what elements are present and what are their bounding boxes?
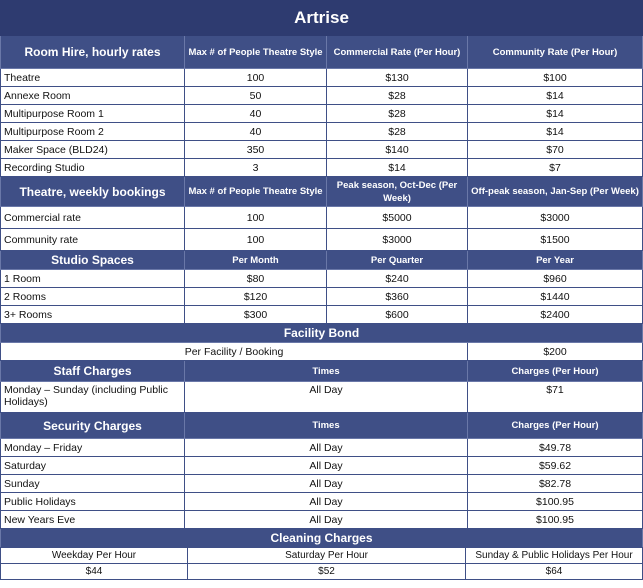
section-header: Theatre, weekly bookings xyxy=(1,177,185,207)
column-header: Per Month xyxy=(185,251,327,270)
row-label: New Years Eve xyxy=(1,511,185,529)
cell: $130 xyxy=(327,69,468,87)
cell: $71 xyxy=(468,382,643,413)
cell: $140 xyxy=(327,141,468,159)
cell: 40 xyxy=(185,123,327,141)
table-row xyxy=(1,229,643,251)
room-hire-header-row xyxy=(1,36,643,69)
row-label: Sunday xyxy=(1,475,185,493)
section-header: Room Hire, hourly rates xyxy=(1,36,185,69)
table-row xyxy=(1,288,643,306)
column-header: Off-peak season, Jan-Sep (Per Week) xyxy=(468,177,643,207)
table-row xyxy=(1,69,643,87)
section-header: Security Charges xyxy=(1,413,185,439)
row-label: Maker Space (BLD24) xyxy=(1,141,185,159)
table-row xyxy=(1,123,643,141)
cell: All Day xyxy=(185,439,468,457)
page-title: Artrise xyxy=(1,1,643,36)
cell: All Day xyxy=(185,457,468,475)
column-header: Max # of People Theatre Style xyxy=(185,36,327,69)
staff-header-row xyxy=(1,361,643,382)
column-header: Commercial Rate (Per Hour) xyxy=(327,36,468,69)
cell: 100 xyxy=(185,69,327,87)
row-label: Multipurpose Room 1 xyxy=(1,105,185,123)
cell: $80 xyxy=(185,270,327,288)
column-header: Times xyxy=(185,413,468,439)
cleaning-header-row xyxy=(1,529,643,548)
cell: $5000 xyxy=(327,207,468,229)
cell: $1500 xyxy=(468,229,643,251)
column-header: Sunday & Public Holidays Per Hour xyxy=(466,548,643,564)
table-row xyxy=(1,207,643,229)
column-header: Weekday Per Hour xyxy=(1,548,188,564)
row-label: Per Facility / Booking xyxy=(1,343,468,361)
column-header: Charges (Per Hour) xyxy=(468,413,643,439)
cell: All Day xyxy=(185,475,468,493)
column-header: Max # of People Theatre Style xyxy=(185,177,327,207)
table-row xyxy=(1,159,643,177)
table-row xyxy=(1,306,643,324)
cell: $64 xyxy=(466,564,643,580)
cell: 40 xyxy=(185,105,327,123)
row-label: 2 Rooms xyxy=(1,288,185,306)
cell: $14 xyxy=(327,159,468,177)
table-row xyxy=(1,343,643,361)
cell: $960 xyxy=(468,270,643,288)
row-label: Commercial rate xyxy=(1,207,185,229)
cell: $14 xyxy=(468,105,643,123)
cell: $44 xyxy=(1,564,188,580)
cell: $59.62 xyxy=(468,457,643,475)
security-header-row xyxy=(1,413,643,439)
table-row xyxy=(1,87,643,105)
cell: $7 xyxy=(468,159,643,177)
theatre-weekly-header-row xyxy=(1,177,643,207)
row-label: Saturday xyxy=(1,457,185,475)
cell: $240 xyxy=(327,270,468,288)
cell: 350 xyxy=(185,141,327,159)
row-label: 3+ Rooms xyxy=(1,306,185,324)
section-header: Facility Bond xyxy=(1,324,643,343)
studio-header-row xyxy=(1,251,643,270)
column-header: Charges (Per Hour) xyxy=(468,361,643,382)
table-row xyxy=(1,511,643,529)
section-header: Cleaning Charges xyxy=(1,529,643,548)
cell: $100.95 xyxy=(468,493,643,511)
row-label: Monday – Sunday (including Public Holidays) xyxy=(1,382,185,413)
cell: $70 xyxy=(468,141,643,159)
cleaning-value-row xyxy=(1,564,643,580)
cell: 50 xyxy=(185,87,327,105)
cell: 3 xyxy=(185,159,327,177)
table-row xyxy=(1,493,643,511)
cell: All Day xyxy=(185,493,468,511)
cell: All Day xyxy=(185,382,468,413)
cell: $100.95 xyxy=(468,511,643,529)
column-header: Saturday Per Hour xyxy=(188,548,466,564)
table-row xyxy=(1,382,643,413)
column-header: Per Year xyxy=(468,251,643,270)
row-label: Theatre xyxy=(1,69,185,87)
row-label: Community rate xyxy=(1,229,185,251)
column-header: Per Quarter xyxy=(327,251,468,270)
cell: $3000 xyxy=(468,207,643,229)
cell: $52 xyxy=(188,564,466,580)
row-label: Multipurpose Room 2 xyxy=(1,123,185,141)
cell: $28 xyxy=(327,123,468,141)
table-row xyxy=(1,105,643,123)
cell: $28 xyxy=(327,105,468,123)
cell: $14 xyxy=(468,123,643,141)
table-row xyxy=(1,439,643,457)
cell: $82.78 xyxy=(468,475,643,493)
table-row xyxy=(1,270,643,288)
facility-bond-header-row xyxy=(1,324,643,343)
row-label: Monday – Friday xyxy=(1,439,185,457)
section-header: Studio Spaces xyxy=(1,251,185,270)
cell: All Day xyxy=(185,511,468,529)
column-header: Times xyxy=(185,361,468,382)
cell: $100 xyxy=(468,69,643,87)
cell: $300 xyxy=(185,306,327,324)
column-header: Peak season, Oct-Dec (Per Week) xyxy=(327,177,468,207)
table-row xyxy=(1,457,643,475)
row-label: 1 Room xyxy=(1,270,185,288)
section-header: Staff Charges xyxy=(1,361,185,382)
table-row xyxy=(1,141,643,159)
cell: $3000 xyxy=(327,229,468,251)
cell: $120 xyxy=(185,288,327,306)
cleaning-label-row xyxy=(1,548,643,564)
column-header: Community Rate (Per Hour) xyxy=(468,36,643,69)
cell: $49.78 xyxy=(468,439,643,457)
cell: 100 xyxy=(185,229,327,251)
row-label: Annexe Room xyxy=(1,87,185,105)
cell: $2400 xyxy=(468,306,643,324)
cell: $200 xyxy=(468,343,643,361)
cell: $14 xyxy=(468,87,643,105)
cell: $600 xyxy=(327,306,468,324)
cell: $1440 xyxy=(468,288,643,306)
table-row xyxy=(1,475,643,493)
cleaning-table xyxy=(0,547,643,580)
cell: $28 xyxy=(327,87,468,105)
row-label: Recording Studio xyxy=(1,159,185,177)
cell: 100 xyxy=(185,207,327,229)
cell: $360 xyxy=(327,288,468,306)
row-label: Public Holidays xyxy=(1,493,185,511)
